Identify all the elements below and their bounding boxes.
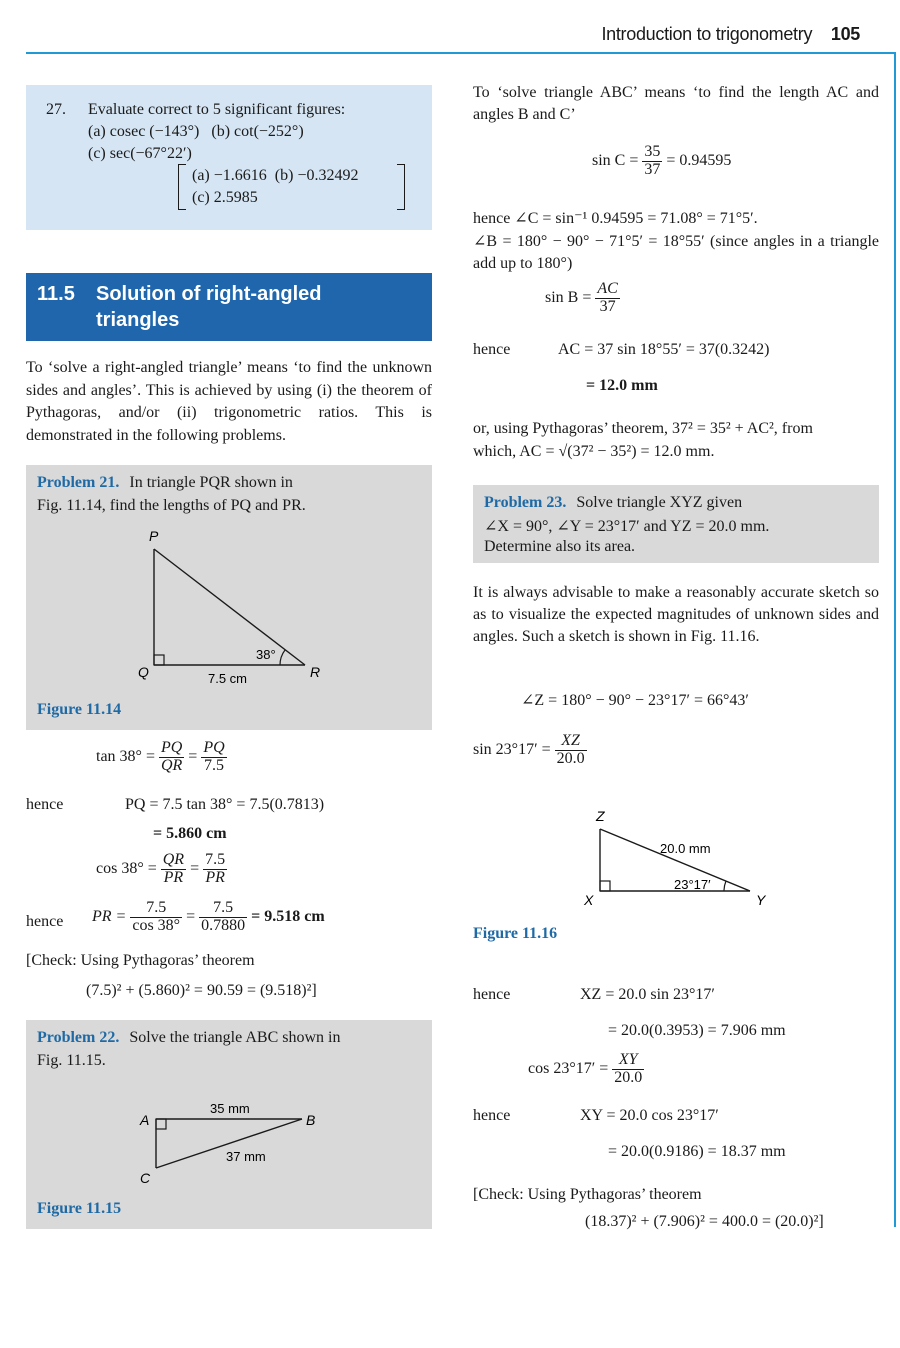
angle-z-text: ∠Z = 180° − 90° − 23°17′ = 66°43′: [521, 692, 749, 709]
vertex-b: B: [306, 1112, 316, 1128]
problem-23-text-1: Solve triangle XYZ given: [576, 494, 743, 511]
cos-num-2: 7.5: [205, 851, 226, 868]
angle-label: 38°: [256, 647, 276, 662]
side-label-35: 35 mm: [210, 1101, 250, 1116]
problem-21-label: Problem 21.: [37, 474, 120, 491]
exercise-line-2: (a) cosec (−143°) (b) cot(−252°): [88, 123, 304, 140]
sinB-num: AC: [597, 280, 618, 297]
exercise-line-1: Evaluate correct to 5 significant figures:: [88, 101, 346, 118]
tan-num-1: PQ: [160, 739, 183, 756]
section-number: 11.5: [37, 283, 75, 305]
sinC-num: 35: [644, 143, 661, 160]
vertex-p: P: [149, 528, 159, 544]
right-angle-mark: [156, 1119, 166, 1129]
sinC-equation: [592, 144, 731, 179]
pr-den-2: 0.7880: [201, 916, 246, 934]
cos23-num: XY: [612, 1052, 644, 1070]
ac-result: = 12.0 mm: [586, 377, 658, 394]
xz-result: = 20.0(0.3953) = 7.906 mm: [608, 1022, 786, 1039]
pq-line: PQ = 7.5 tan 38° = 7.5(0.7813): [125, 796, 325, 813]
cos23-lhs: cos 23°17′ =: [528, 1059, 609, 1077]
angle-z-line: [521, 690, 749, 710]
check-21-line-2: (7.5)² + (5.860)² = 90.59 = (9.518)²]: [86, 982, 317, 999]
tan-equation: tan 38° = $\frac{PQ}{QR}$ = $\frac{PQ}{7.5}$: [96, 739, 225, 774]
xz-line: XZ = 20.0 sin 23°17′: [580, 986, 715, 1003]
pr-equation: PR = $\frac{7.5}{\cos 38^\circ}$ = $\frac{7.5}{0.7880}$ = 9.518 cm: [92, 899, 325, 934]
sinC-value: = 0.94595: [666, 151, 732, 169]
sin23-den: 20.0: [556, 749, 585, 767]
sinB-den: 37: [599, 297, 616, 315]
right-angle-mark: [600, 881, 610, 891]
tan-num-2: PQ: [203, 739, 225, 756]
angle-arc: [724, 881, 726, 891]
exercise-answer-2: (c) 2.5985: [192, 189, 258, 206]
figure-11-14: [130, 525, 330, 690]
running-header: [601, 24, 860, 45]
xy-result: = 20.0(0.9186) = 18.37 mm: [608, 1143, 786, 1160]
sol22-hence: hence: [473, 341, 511, 358]
figure-11-16: [578, 805, 778, 910]
side-label: 7.5 cm: [208, 671, 248, 686]
sol23-hence-2: hence: [473, 1107, 511, 1124]
vertex-r: R: [310, 664, 321, 680]
figure-11-15-caption: Figure 11.15: [37, 1200, 122, 1217]
exercise-line-3: (c) sec(−67°22′): [88, 145, 192, 162]
cos23-den: 20.0: [614, 1068, 643, 1086]
vertex-z: Z: [596, 808, 605, 824]
cos-den-2: PR: [205, 868, 225, 886]
ac-line: AC = 37 sin 18°55′ = 37(0.3242): [558, 341, 770, 358]
intro-paragraph: To ‘solve a right-angled triangle’ means ‘to find the unknown sides and angles’. This is achieved by using (i) the theorem of Pythagoras, and/or (ii) trigonometric ratios. This is demonstrated in the following problems.: [26, 359, 432, 444]
vertex-c: C: [140, 1170, 151, 1186]
angle-arc: [280, 650, 285, 665]
vertex-a: A: [140, 1112, 150, 1128]
problem-23-text-2: ∠X = 90°, ∠Y = 23°17′ and YZ = 20.0 mm.: [484, 518, 770, 535]
header-title: Introduction to trigonometry: [601, 24, 813, 44]
problem-23-label: Problem 23.: [484, 494, 567, 511]
tan-den-1: QR: [160, 756, 183, 774]
angle-b-line: ∠B = 180° − 90° − 71°5′ = 18°55′ (since angles in a triangle add up to 180°): [473, 233, 879, 272]
sol23-hence-1: hence: [473, 986, 511, 1003]
vertex-q: Q: [138, 664, 149, 680]
cos-23-equation: [528, 1052, 644, 1087]
angle-label: 23°17′: [674, 877, 711, 892]
problem-22-label: Problem 22.: [37, 1029, 120, 1046]
pr-num-2: 7.5: [199, 900, 247, 918]
check-23-line-2: (18.37)² + (7.906)² = 400.0 = (20.0)²]: [585, 1213, 824, 1230]
problem-21-line-1: [37, 474, 293, 492]
section-heading: [26, 273, 432, 341]
side-pr: [154, 549, 305, 665]
figure-11-14-caption: Figure 11.14: [37, 701, 122, 718]
sin-23-equation: [473, 733, 587, 768]
problem-23-line-1: [484, 494, 742, 512]
exercise-answer-1: (a) −1.6616 (b) −0.32492: [192, 167, 359, 184]
sinB-lhs: sin B =: [545, 288, 592, 306]
pr-result: = 9.518 cm: [251, 907, 325, 925]
cos-den-1: PR: [163, 868, 184, 886]
sinC-lhs: sin C =: [592, 151, 639, 169]
sinB-equation: [545, 281, 620, 316]
sinC-den: 37: [644, 160, 661, 178]
problem-22-text-1: Solve the triangle ABC shown in: [129, 1029, 341, 1046]
figure-11-16-caption: Figure 11.16: [473, 925, 558, 942]
right-angle-mark: [154, 655, 164, 665]
angle-c-line: hence ∠C = sin⁻¹ 0.94595 = 71.08° = 71°5′.: [473, 210, 758, 227]
tan-lhs: tan 38° =: [96, 747, 155, 765]
figure-11-15: [130, 1095, 330, 1190]
pr-den-1: cos 38°: [132, 916, 181, 934]
cos-lhs: cos 38° =: [96, 859, 157, 877]
tan-den-2: 7.5: [203, 756, 224, 774]
sketch-advice: It is always advisable to make a reasonably accurate sketch so as to visualize the expected magnitudes of unknown sides and angles. Such a sketch is shown in Fig. 11.16.: [473, 584, 879, 645]
exercise-answer: [178, 164, 405, 210]
vertex-x: X: [584, 892, 594, 908]
hence-1: hence: [26, 796, 64, 813]
right-margin-rule: [894, 52, 896, 1227]
hyp-label: 20.0 mm: [660, 841, 711, 856]
vertex-y: Y: [756, 892, 766, 908]
pythagoras-line-1: or, using Pythagoras’ theorem, 37² = 35² + AC², from: [473, 420, 813, 437]
cos-num-1: QR: [162, 851, 185, 868]
pq-result: = 5.860 cm: [153, 825, 227, 842]
check-23-line-1: [Check: Using Pythagoras’ theorem: [473, 1186, 702, 1203]
sin23-num: XZ: [555, 733, 587, 751]
pythagoras-line-2: which, AC = √(37² − 35²) = 12.0 mm.: [473, 443, 715, 460]
section-title-2: triangles: [96, 309, 180, 331]
pr-num-1: 7.5: [130, 900, 182, 918]
sin23-lhs: sin 23°17′ =: [473, 740, 551, 758]
section-title-1: Solution of right-angled: [96, 283, 322, 305]
sol22-intro: To ‘solve triangle ABC’ means ‘to find the length AC and angles B and C’: [473, 84, 879, 123]
xy-line: XY = 20.0 cos 23°17′: [580, 1107, 719, 1124]
exercise-number: 27.: [46, 101, 66, 118]
header-rule: [26, 52, 896, 54]
page-number: 105: [830, 24, 860, 44]
problem-23-text-3: Determine also its area.: [484, 538, 636, 555]
problem-21-text-1: In triangle PQR shown in: [129, 474, 293, 491]
check-21-line-1: [Check: Using Pythagoras’ theorem: [26, 952, 255, 969]
problem-22-text-2: Fig. 11.15.: [37, 1052, 106, 1069]
cos-equation: cos 38° = $\frac{QR}{PR}$ = $\frac{7.5}{PR}$: [96, 851, 226, 886]
hence-2: hence: [26, 913, 64, 930]
problem-22-line-1: [37, 1029, 340, 1047]
side-label-37: 37 mm: [226, 1149, 266, 1164]
problem-21-text-2: Fig. 11.14, find the lengths of PQ and PR.: [37, 497, 306, 514]
pr-lhs: PR =: [92, 907, 127, 925]
